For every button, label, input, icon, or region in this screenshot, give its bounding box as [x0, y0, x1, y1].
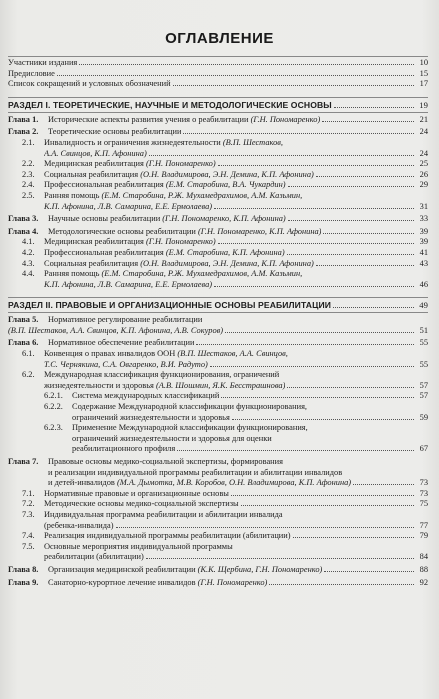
entry-title: и реализации индивидуальной программы реабилитации и абилитации инвалидов — [48, 467, 343, 477]
entry-text — [72, 413, 230, 424]
entry-line — [8, 191, 428, 202]
entry-text — [44, 510, 283, 521]
entry-line — [8, 531, 428, 542]
entry-title: Научные основы реабилитации — [48, 214, 163, 224]
entry-line — [8, 149, 428, 160]
entry-text — [44, 191, 302, 202]
page-number: 19 — [419, 99, 428, 110]
entry-authors: (К.К. Щербина, Г.Н. Пономаренко) — [197, 564, 323, 574]
entry-text — [72, 402, 307, 413]
entry-number: Глава 9. — [8, 577, 39, 587]
entry-text — [44, 138, 283, 149]
entry-line — [8, 280, 428, 291]
section-heading[interactable] — [8, 300, 428, 311]
title-divider — [8, 56, 428, 57]
entry-line — [8, 338, 428, 349]
section-divider — [8, 97, 428, 98]
entry-text — [44, 269, 302, 280]
page-number: 57 — [419, 380, 428, 390]
entry-line — [8, 170, 428, 181]
entry-text — [44, 159, 216, 170]
entry-title: реабилитации (абилитации) — [44, 552, 144, 562]
chapter-entry[interactable] — [8, 565, 428, 576]
entry-line — [8, 423, 428, 434]
entry-number: 6.2. — [22, 370, 35, 380]
chapter-entry[interactable] — [8, 227, 428, 238]
entry-number: Глава 6. — [8, 338, 39, 348]
entry-text — [44, 149, 147, 160]
entry-title: Нормативные правовые и организационные основы — [44, 488, 229, 498]
entry-title: Социальная реабилитация — [44, 169, 141, 179]
entry-line — [8, 521, 428, 532]
entry-title: и детей-инвалидов — [48, 478, 117, 488]
page-number: 39 — [419, 237, 428, 247]
entry-number: Глава 1. — [8, 114, 39, 124]
entry-line — [8, 360, 428, 371]
page-number: 84 — [419, 552, 428, 562]
entry-authors: (Е.М. Старобина, Р.Ж. Мухамедрахимов, А.М. Казьмин, — [101, 269, 303, 279]
leader-dots — [210, 360, 414, 367]
leader-dots — [353, 478, 414, 485]
leader-dots — [218, 159, 414, 166]
entry-text — [44, 360, 208, 371]
subsection-entry[interactable] — [8, 259, 428, 270]
page-number: 10 — [419, 58, 428, 67]
entry-authors: А.А. Свинцов, К.П. Афонина) — [44, 148, 147, 158]
leader-dots — [173, 79, 414, 86]
page-number: 21 — [419, 114, 428, 124]
leader-dots — [146, 552, 414, 559]
leader-dots — [288, 180, 414, 187]
chapter-entry[interactable] — [8, 338, 428, 349]
entry-line — [8, 468, 428, 479]
page-number: 88 — [419, 564, 428, 574]
page-number: 51 — [419, 325, 428, 335]
entry-title: Организация медицинской реабилитации — [48, 564, 198, 574]
spacer — [8, 90, 428, 96]
leader-dots — [287, 381, 414, 388]
entry-title: Профессиональная реабилитация — [44, 180, 166, 190]
entry-number: Глава 3. — [8, 214, 39, 224]
entry-text — [48, 127, 181, 138]
page-number: 77 — [419, 520, 428, 530]
entry-text — [44, 349, 288, 360]
entry-authors: (М.А. Дымотка, М.В. Коробов, О.Н. Владимирова, К.П. Афонина) — [116, 478, 352, 488]
entry-authors: К.П. Афонина, Л.В. Самарина, Е.Е. Ермолаева) — [44, 279, 213, 289]
entry-text — [72, 434, 272, 445]
entry-line — [8, 259, 428, 270]
page-number: 24 — [419, 148, 428, 158]
entry-line — [8, 552, 428, 563]
entry-authors: (О.Н. Владимирова, Э.Н. Демина, К.П. Афонина) — [140, 258, 314, 268]
page-number: 49 — [419, 300, 428, 311]
entry-authors: Т.С. Чернякина, С.А. Овгаренко, В.И. Радуто) — [44, 359, 208, 369]
entry-title: (ребенка-инвалида) — [44, 520, 114, 530]
entry-title: жизнедеятельности и здоровья — [44, 380, 156, 390]
entry-text — [44, 237, 216, 248]
subsection-entry[interactable] — [8, 349, 428, 370]
page-number: 25 — [419, 159, 428, 169]
entry-text — [48, 315, 202, 326]
chapter-entry[interactable] — [8, 457, 428, 489]
page-number: 46 — [419, 279, 428, 289]
entry-line — [8, 127, 428, 138]
page-number: 33 — [419, 214, 428, 224]
entry-authors: К.П. Афонина, Л.В. Самарина, Е.Е. Ермолаева) — [44, 201, 213, 211]
entry-text — [48, 578, 267, 589]
entry-title: Конвенция о правах инвалидов ООН — [44, 349, 178, 359]
entry-text — [44, 521, 114, 532]
entry-number: 2.4. — [22, 180, 35, 190]
entry-number: 4.2. — [22, 247, 35, 257]
entry-line — [8, 214, 428, 225]
entry-number: 7.3. — [22, 509, 35, 519]
leader-dots — [221, 391, 414, 398]
leader-dots — [316, 170, 414, 177]
entry-number: 7.5. — [22, 541, 35, 551]
chapter-entry[interactable] — [8, 214, 428, 225]
subsection-entry[interactable] — [8, 499, 428, 510]
leader-dots — [323, 227, 414, 234]
entry-title: Ранняя помощь — [44, 190, 102, 200]
entry-title: Профессиональная реабилитация — [44, 247, 166, 257]
entry-text — [44, 489, 229, 500]
entry-number: Глава 4. — [8, 226, 39, 236]
entry-authors: (Е.М. Старобина, В.А. Чукардин) — [165, 180, 286, 190]
entry-line — [8, 413, 428, 424]
entry-line — [8, 269, 428, 280]
entry-text — [44, 180, 286, 191]
entry-title: Теоретические основы реабилитации — [48, 127, 182, 137]
page-number: 41 — [419, 247, 428, 257]
leader-dots — [177, 444, 414, 451]
entry-text — [44, 370, 279, 381]
leader-dots — [324, 565, 414, 572]
entry-text — [44, 552, 144, 563]
entry-line — [8, 402, 428, 413]
subsection-entry[interactable] — [8, 191, 428, 212]
entry-title: Система международных классификаций — [72, 391, 220, 401]
entry-number: 2.5. — [22, 190, 35, 200]
subsection-entry[interactable] — [8, 510, 428, 531]
entry-line — [8, 499, 428, 510]
entry-text — [72, 423, 308, 434]
section-title: РАЗДЕЛ I. ТЕОРЕТИЧЕСКИЕ, НАУЧНЫЕ И МЕТОДОЛОГИЧЕСКИЕ ОСНОВЫ — [8, 99, 332, 110]
entry-authors: (Г.Н. Пономаренко) — [250, 114, 321, 124]
entry-title: Нормативное регулирование реабилитации — [48, 315, 203, 325]
entry-text — [8, 326, 223, 337]
toc-entry[interactable] — [8, 58, 428, 69]
subsection-entry[interactable] — [8, 370, 428, 391]
entry-number: 2.1. — [22, 137, 35, 147]
entry-line — [8, 391, 428, 402]
chapter-entry[interactable] — [8, 315, 428, 336]
subsection-entry[interactable] — [8, 531, 428, 542]
leader-dots — [196, 338, 414, 345]
page-number: 31 — [419, 201, 428, 211]
leader-dots — [149, 149, 414, 156]
subsection-entry[interactable] — [8, 269, 428, 290]
entry-number: 4.1. — [22, 237, 35, 247]
entry-title: Нормативное обеспечение реабилитации — [48, 338, 195, 348]
entry-line — [8, 115, 428, 126]
entry-authors: (Г.Н. Пономаренко) — [197, 577, 268, 587]
leader-dots — [79, 58, 414, 65]
entry-title: Медицинская реабилитация — [44, 159, 146, 169]
entry-line — [8, 227, 428, 238]
entry-line — [8, 202, 428, 213]
toc-entry[interactable] — [8, 79, 428, 90]
entry-line — [8, 138, 428, 149]
entry-text — [72, 391, 219, 402]
entry-number: 2.3. — [22, 169, 35, 179]
entry-title: Основные мероприятия индивидуальной программы — [44, 541, 233, 551]
entry-authors: (В.П. Шестаков, — [222, 137, 284, 147]
subsection-entry[interactable] — [8, 180, 428, 191]
entry-line — [8, 444, 428, 455]
entry-title: Методические основы медико-социальной экспертизы — [44, 499, 239, 509]
leader-dots — [288, 214, 414, 221]
entry-title: Методологические основы реабилитации — [48, 226, 198, 236]
entry-title: Ранняя помощь — [44, 269, 102, 279]
entry-number: 7.4. — [22, 531, 35, 541]
entry-authors: (А.В. Шошмин, Я.К. Бесстрашнова) — [155, 380, 286, 390]
page-number: 92 — [419, 577, 428, 587]
entry-line — [8, 349, 428, 360]
entry-line — [8, 237, 428, 248]
page-number: 59 — [419, 412, 428, 422]
entry-text — [48, 115, 320, 126]
page-number: 73 — [419, 478, 428, 488]
subsection-entry[interactable] — [8, 248, 428, 259]
entry-text — [48, 214, 286, 225]
page-number: 24 — [419, 127, 428, 137]
entry-text — [48, 227, 321, 238]
entry-number: Глава 5. — [8, 315, 39, 325]
section-title: РАЗДЕЛ II. ПРАВОВЫЕ И ОРГАНИЗАЦИОННЫЕ ОСНОВЫ РЕАБИЛИТАЦИИ — [8, 300, 331, 311]
entry-line — [8, 370, 428, 381]
chapter-entry[interactable] — [8, 578, 428, 589]
subsection-entry[interactable] — [8, 542, 428, 563]
subsection-entry[interactable] — [8, 489, 428, 500]
entry-title: ограничений жизнедеятельности и здоровья — [72, 412, 230, 422]
entry-number: 6.2.1. — [44, 391, 63, 401]
entry-title: Санаторно-курортное лечение инвалидов — [48, 577, 198, 587]
page-number: 73 — [419, 488, 428, 498]
entry-line — [8, 542, 428, 553]
entry-title: Применение Международной классификации функционирования, — [72, 423, 308, 433]
leader-dots — [293, 531, 414, 538]
chapter-entry[interactable] — [8, 115, 428, 126]
entry-line — [8, 578, 428, 589]
entry-text — [48, 468, 342, 479]
leader-dots — [241, 499, 414, 506]
entry-authors: (В.П. Шестаков, А.А. Свинцов, — [177, 349, 288, 359]
entry-text — [44, 248, 285, 259]
entry-number: 6.2.2. — [44, 402, 63, 412]
entry-title: Индивидуальная программа реабилитации и абилитации инвалида — [44, 509, 283, 519]
page-number: 79 — [419, 531, 428, 541]
entry-title: Инвалидность и ограничения жизнедеятельности — [44, 137, 223, 147]
entry-authors: (Е.М. Старобина, Р.Ж. Мухамедрахимов, А.М. Казьмин, — [101, 190, 303, 200]
subsection-entry[interactable] — [8, 391, 428, 402]
leader-dots — [116, 521, 414, 528]
leader-dots — [334, 101, 414, 108]
page-number: 57 — [419, 391, 428, 401]
page-number: 55 — [419, 338, 428, 348]
leader-dots — [214, 202, 414, 209]
leader-dots — [269, 578, 414, 585]
entry-number: 7.1. — [22, 488, 35, 498]
entry-authors: (Г.Н. Пономаренко, К.П. Афонина) — [162, 214, 286, 224]
page-number: 43 — [419, 258, 428, 268]
entry-title: Реализация индивидуальной программы реабилитации (абилитации) — [44, 531, 291, 541]
entry-number: 4.4. — [22, 269, 35, 279]
entry-title: Правовые основы медико-социальной экспертизы, формирования — [48, 457, 283, 466]
entry-authors: (Е.М. Старобина, К.П. Афонина) — [165, 247, 285, 257]
leader-dots — [183, 127, 414, 134]
entry-number: Глава 7. — [8, 457, 39, 466]
section-divider — [8, 297, 428, 298]
entry-text — [44, 280, 212, 291]
entry-line — [8, 457, 428, 468]
table-of-contents — [8, 58, 428, 588]
entry-text — [48, 478, 351, 489]
leader-dots — [333, 301, 414, 308]
subsection-entry[interactable] — [8, 423, 428, 455]
entry-number: 7.2. — [22, 499, 35, 509]
page-number: 67 — [419, 444, 428, 454]
entry-authors: (Г.Н. Пономаренко) — [145, 159, 216, 169]
entry-line — [8, 381, 428, 392]
section-heading[interactable] — [8, 100, 428, 111]
entry-authors: (О.Н. Владимирова, Э.Н. Демина, К.П. Афонина) — [140, 169, 314, 179]
entry-title: реабилитационного профиля — [72, 444, 176, 454]
spacer — [8, 290, 428, 296]
entry-text — [48, 565, 322, 576]
entry-text — [44, 531, 291, 542]
page-number: 75 — [419, 499, 428, 509]
page-number: 26 — [419, 169, 428, 179]
leader-dots — [225, 326, 414, 333]
page-number: 55 — [419, 359, 428, 369]
leader-dots — [218, 237, 414, 244]
entry-line — [8, 159, 428, 170]
entry-line — [8, 434, 428, 445]
subsection-entry[interactable] — [8, 170, 428, 181]
page-number: 29 — [419, 180, 428, 190]
chapter-entry[interactable] — [8, 127, 428, 138]
entry-title: Исторические аспекты развития учения о реабилитации — [48, 114, 251, 124]
entry-line — [8, 180, 428, 191]
entry-title: Социальная реабилитация — [44, 258, 141, 268]
entry-authors: (Г.Н. Пономаренко, К.П. Афонина) — [198, 226, 322, 236]
entry-title: Список сокращений и условных обозначений — [8, 79, 171, 89]
leader-dots — [231, 489, 414, 496]
entry-title: Медицинская реабилитация — [44, 237, 146, 247]
toc-entry[interactable] — [8, 69, 428, 80]
entry-text — [44, 202, 212, 213]
entry-line — [8, 510, 428, 521]
entry-line — [8, 489, 428, 500]
entry-title: Предисловие — [8, 68, 55, 78]
entry-number: Глава 8. — [8, 564, 39, 574]
entry-line — [8, 326, 428, 337]
entry-number: Глава 2. — [8, 127, 39, 137]
entry-authors: (В.П. Шестаков, А.А. Свинцов, К.П. Афонина, А.В. Сокуров) — [8, 325, 224, 335]
section-divider — [8, 112, 428, 113]
entry-text — [44, 170, 314, 181]
entry-text — [44, 259, 314, 270]
entry-title: Международная классификация функционирования, ограничений — [44, 370, 280, 380]
entry-text — [48, 457, 283, 468]
entry-number: 4.3. — [22, 258, 35, 268]
subsection-entry[interactable] — [8, 159, 428, 170]
entry-text — [48, 338, 194, 349]
entry-number: 6.1. — [22, 349, 35, 359]
entry-text — [44, 542, 233, 553]
entry-text — [72, 444, 175, 455]
leader-dots — [316, 259, 414, 266]
page-title: ОГЛАВЛЕНИЕ — [165, 30, 274, 47]
leader-dots — [57, 69, 414, 76]
entry-text — [44, 381, 285, 392]
page-number: 17 — [419, 79, 428, 89]
entry-line — [8, 565, 428, 576]
subsection-entry[interactable] — [8, 138, 428, 159]
subsection-entry[interactable] — [8, 402, 428, 423]
leader-dots — [287, 248, 414, 255]
leader-dots — [214, 280, 414, 287]
entry-line — [8, 248, 428, 259]
entry-title: ограничений жизнедеятельности и здоровья для оценки — [72, 433, 272, 443]
entry-title: Содержание Международной классификации функционирования, — [72, 402, 308, 412]
entry-title: Участники издания — [8, 58, 78, 67]
page-number: 15 — [419, 68, 428, 78]
entry-line — [8, 478, 428, 489]
leader-dots — [322, 115, 414, 122]
leader-dots — [232, 413, 414, 420]
entry-number: 2.2. — [22, 159, 35, 169]
section-divider — [8, 312, 428, 313]
entry-text — [44, 499, 239, 510]
entry-number: 6.2.3. — [44, 423, 63, 433]
entry-authors: (Г.Н. Пономаренко) — [145, 237, 216, 247]
entry-line — [8, 315, 428, 326]
subsection-entry[interactable] — [8, 237, 428, 248]
page-number: 39 — [419, 226, 428, 236]
